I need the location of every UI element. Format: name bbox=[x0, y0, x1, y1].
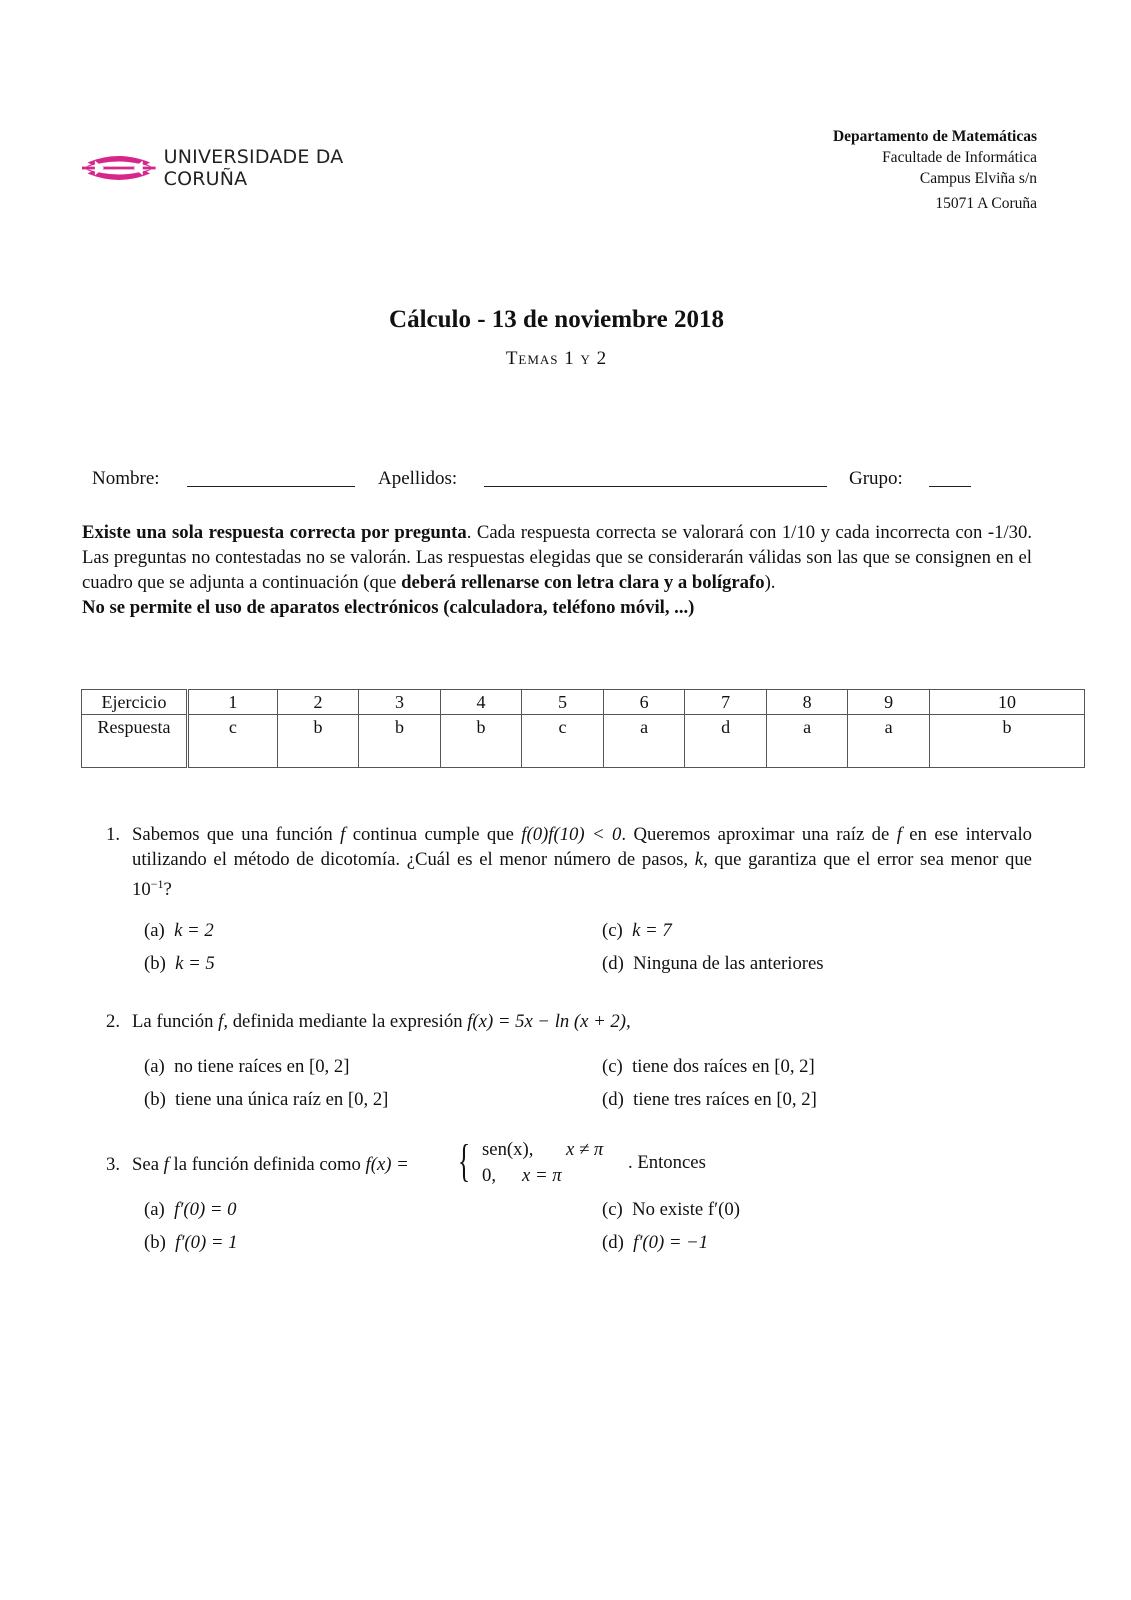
university-logo bbox=[82, 148, 412, 188]
q-text: la función definida como bbox=[168, 1154, 366, 1175]
answer-cell[interactable]: c bbox=[522, 715, 604, 768]
option-label: (c) bbox=[602, 920, 623, 941]
option-text: k = 7 bbox=[632, 920, 672, 941]
dept-line: 15071 A Coruña bbox=[935, 195, 1037, 212]
exercise-number: 10 bbox=[929, 690, 1084, 715]
grupo-field[interactable] bbox=[929, 486, 971, 487]
question-number: 1. bbox=[106, 824, 121, 845]
q-math: k bbox=[694, 849, 704, 870]
option-3b[interactable] bbox=[144, 1232, 238, 1254]
apellidos-label: Apellidos: bbox=[378, 468, 458, 489]
option-label: (b) bbox=[144, 1089, 166, 1110]
option-text: f′(0) = −1 bbox=[633, 1232, 709, 1253]
apellidos-field[interactable] bbox=[484, 486, 827, 487]
answer-cell[interactable]: c bbox=[188, 715, 278, 768]
case-1-condition: x ≠ π bbox=[566, 1139, 604, 1160]
answer-table bbox=[81, 689, 1085, 768]
option-label: (c) bbox=[602, 1199, 623, 1220]
option-text: tiene tres raíces en [0, 2] bbox=[633, 1089, 817, 1110]
option-2d[interactable] bbox=[602, 1089, 817, 1111]
question-2-text bbox=[132, 1009, 631, 1034]
exercise-number: 9 bbox=[848, 690, 930, 715]
option-1a[interactable] bbox=[144, 920, 214, 942]
option-2a[interactable] bbox=[144, 1056, 349, 1078]
table-header-cell: Ejercicio bbox=[82, 690, 188, 715]
question-1-text bbox=[132, 822, 1032, 902]
answer-cell[interactable]: d bbox=[685, 715, 767, 768]
option-label: (c) bbox=[602, 1056, 623, 1077]
option-1b[interactable] bbox=[144, 953, 215, 975]
q-text: . Queremos aproximar una raíz de bbox=[621, 824, 897, 845]
department-info bbox=[833, 126, 1037, 214]
option-label: (a) bbox=[144, 1056, 165, 1077]
case-2-condition: x = π bbox=[522, 1165, 562, 1186]
q-math: f(x) = 5x − ln (x + 2), bbox=[467, 1011, 631, 1032]
instructions-bold: deberá rellenarse con letra clara y a bolígrafo bbox=[401, 572, 765, 593]
option-label: (b) bbox=[144, 1232, 166, 1253]
option-label: (b) bbox=[144, 953, 166, 974]
answer-cell[interactable]: a bbox=[766, 715, 848, 768]
option-label: (d) bbox=[602, 1089, 624, 1110]
table-header-cell: Respuesta bbox=[82, 715, 188, 768]
dept-line: Facultade de Informática bbox=[882, 149, 1037, 166]
option-text: f′(0) = 0 bbox=[174, 1199, 237, 1220]
grupo-label: Grupo: bbox=[849, 468, 903, 489]
option-2c[interactable] bbox=[602, 1056, 815, 1078]
option-text: f′(0) = 1 bbox=[175, 1232, 238, 1253]
q-math: f(0)f(10) < 0 bbox=[521, 824, 622, 845]
case-2-value: 0, bbox=[482, 1165, 497, 1186]
q-text: continua cumple que bbox=[345, 824, 522, 845]
option-text: k = 5 bbox=[175, 953, 215, 974]
exam-title: Cálculo - 13 de noviembre 2018 bbox=[389, 306, 724, 333]
exercise-number: 3 bbox=[359, 690, 441, 715]
exercise-number: 4 bbox=[440, 690, 522, 715]
q-text: en ese intervalo utilizando el método de dicotomía. ¿Cuál es el menor número de pasos, bbox=[132, 824, 1033, 870]
university-name: UNIVERSIDADE DA CORUÑA bbox=[163, 146, 344, 190]
q-math: f(x) = bbox=[365, 1154, 409, 1175]
answer-cell[interactable]: b bbox=[277, 715, 359, 768]
exercise-number: 1 bbox=[188, 690, 278, 715]
question-number: 3. bbox=[106, 1154, 121, 1175]
q-text: La función bbox=[132, 1011, 219, 1032]
exercise-number: 2 bbox=[277, 690, 359, 715]
exercise-number: 8 bbox=[766, 690, 848, 715]
instructions bbox=[82, 520, 1032, 620]
dept-line: Departamento de Matemáticas bbox=[832, 128, 1037, 145]
option-label: (a) bbox=[144, 1199, 165, 1220]
answer-cell[interactable]: b bbox=[440, 715, 522, 768]
option-2b[interactable] bbox=[144, 1089, 388, 1111]
q-exponent: −1 bbox=[150, 877, 164, 891]
option-label: (d) bbox=[602, 1232, 624, 1253]
option-1d[interactable] bbox=[602, 953, 824, 975]
q-math: f bbox=[896, 824, 902, 845]
option-label: (a) bbox=[144, 920, 165, 941]
answer-cell[interactable]: a bbox=[603, 715, 685, 768]
nombre-field[interactable] bbox=[187, 486, 355, 487]
instructions-warning: No se permite el uso de aparatos electrónicos (calculadora, teléfono móvil, ...) bbox=[82, 597, 695, 618]
q-text: Sea bbox=[132, 1154, 164, 1175]
table-row bbox=[82, 690, 1085, 715]
instructions-text: ). bbox=[764, 572, 776, 593]
left-brace: { bbox=[458, 1135, 471, 1186]
exam-subtitle: Temas 1 y 2 bbox=[505, 348, 608, 369]
exercise-number: 6 bbox=[603, 690, 685, 715]
option-text: no tiene raíces en [0, 2] bbox=[174, 1056, 350, 1077]
table-row bbox=[82, 715, 1085, 768]
option-text: tiene una única raíz en [0, 2] bbox=[175, 1089, 389, 1110]
instructions-text: . Cada respuesta correcta se valorará con 1/10 y cada incorrecta con -1/30. Las preguntas no contestadas no se valorán. Las respuestas elegidas que se considerarán válidas son las que se consignen en el cuadro que se adjunta a continuación (que bbox=[82, 522, 1032, 593]
instructions-bold: Existe una sola respuesta correcta por pregunta bbox=[82, 522, 467, 543]
option-3a[interactable] bbox=[144, 1199, 236, 1221]
answer-cell[interactable]: b bbox=[929, 715, 1084, 768]
option-label: (d) bbox=[602, 953, 624, 974]
option-text: Ninguna de las anteriores bbox=[633, 953, 824, 974]
option-text: tiene dos raíces en [0, 2] bbox=[632, 1056, 815, 1077]
exercise-number: 5 bbox=[522, 690, 604, 715]
q-math: f bbox=[163, 1154, 169, 1175]
q-text: Sabemos que una función bbox=[132, 824, 341, 845]
option-3c[interactable] bbox=[602, 1199, 740, 1221]
option-1c[interactable] bbox=[602, 920, 672, 942]
q-math: f bbox=[218, 1011, 224, 1032]
option-text: k = 2 bbox=[174, 920, 214, 941]
answer-cell[interactable]: a bbox=[848, 715, 930, 768]
question-3-text bbox=[132, 1152, 409, 1177]
q-math: f bbox=[340, 824, 346, 845]
q-text: , que garantiza que el error sea menor que 10 bbox=[132, 849, 1032, 901]
option-3d[interactable] bbox=[602, 1232, 708, 1254]
exercise-number: 7 bbox=[685, 690, 767, 715]
case-1-value: sen(x), bbox=[482, 1139, 534, 1160]
q-text: . Entonces bbox=[628, 1152, 706, 1173]
university-emblem-icon bbox=[82, 148, 156, 188]
option-text: No existe f′(0) bbox=[632, 1199, 740, 1220]
q-text: , definida mediante la expresión bbox=[223, 1011, 468, 1032]
dept-line: Campus Elviña s/n bbox=[919, 170, 1037, 187]
nombre-label: Nombre: bbox=[92, 468, 160, 489]
question-number: 2. bbox=[106, 1011, 121, 1032]
q-text: ? bbox=[163, 879, 172, 901]
answer-cell[interactable]: b bbox=[359, 715, 441, 768]
